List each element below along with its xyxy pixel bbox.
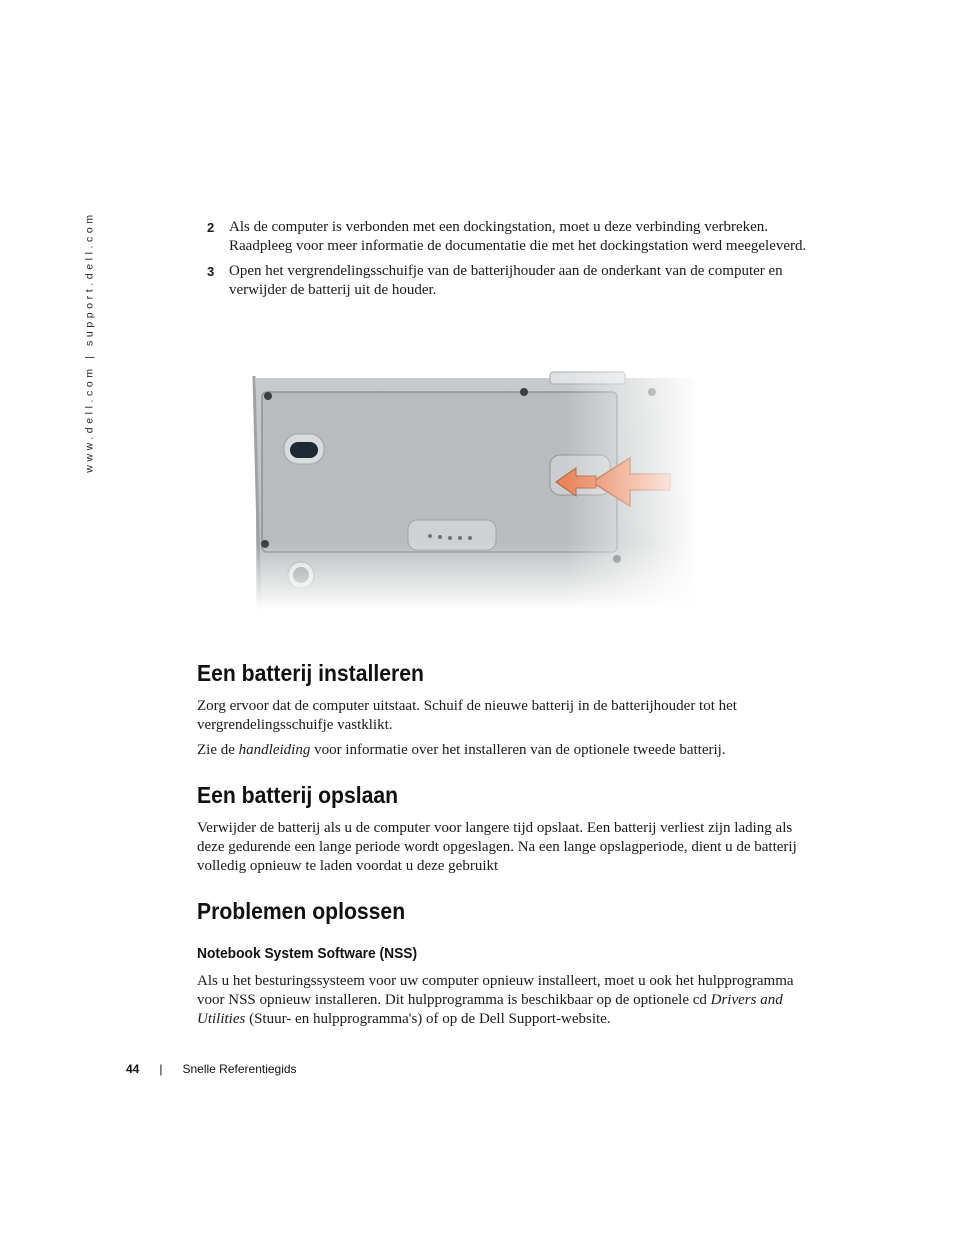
step-text: Als de computer is verbonden met een dockingstation, moet u deze verbinding verbreken. Raadpleeg voor meer informatie de documentatie die met het dockingstation werd meegeleverd. (229, 219, 807, 254)
install-paragraph-2 (197, 741, 817, 760)
subheading-nss: Notebook System Software (NSS) (197, 945, 418, 962)
main-text (197, 660, 817, 1029)
nss-text: Als u het besturingssysteem voor uw computer opnieuw installeert, moet u ook het hulpprogramma voor NSS opnieuw installeren. Dit hulpprogramma is beschikbaar op de optionele cd (197, 973, 794, 1008)
step-text: Open het vergrendelingsschuifje van de batterijhouder aan de onderkant van de computer en verwijder de batterij uit de houder. (229, 263, 783, 298)
step-number: 2 (207, 220, 215, 235)
page-number: 44 (126, 1062, 140, 1076)
install-p2-text: Zie de (197, 742, 239, 758)
manual-reference: handleiding (238, 742, 311, 758)
list-item (197, 262, 817, 300)
install-paragraph-1: Zorg ervoor dat de computer uitstaat. Schuif de nieuwe batterij in de batterijhouder tot het vergrendelingsschuifje vastklikt. (197, 698, 737, 733)
section-heading-store: Een batterij opslaan (197, 782, 399, 808)
install-p2-text-end: voor informatie over het installeren van de optionele tweede batterij. (310, 742, 726, 758)
sidebar-url (78, 211, 102, 473)
nss-paragraph (197, 972, 817, 1029)
list-item (197, 218, 817, 256)
section-heading-install: Een batterij installeren (197, 660, 424, 686)
footer-separator: | (159, 1062, 163, 1076)
laptop-underside-image (250, 370, 700, 610)
step-list (197, 218, 817, 306)
battery-removal-illustration (250, 370, 700, 610)
drivers-cd-reference: Drivers and Utilities (197, 992, 783, 1027)
sidebar-url-text: www.dell.com | support.dell.com (84, 211, 97, 473)
nss-text-end: (Stuur- en hulpprogramma's) of op de Dell Support-website. (245, 1011, 611, 1027)
document-title: Snelle Referentiegids (182, 1062, 297, 1076)
store-paragraph: Verwijder de batterij als u de computer voor langere tijd opslaat. Een batterij verliest zijn lading als deze gedurende een lange periode wordt opgeslagen. Na een lange opslagperiode, dient u de batterij volledig opnieuw te laden voordat u deze gebruikt (197, 820, 797, 874)
step-number: 3 (207, 264, 215, 279)
section-heading-troubleshoot: Problemen oplossen (197, 898, 406, 924)
page-footer (126, 1062, 297, 1076)
